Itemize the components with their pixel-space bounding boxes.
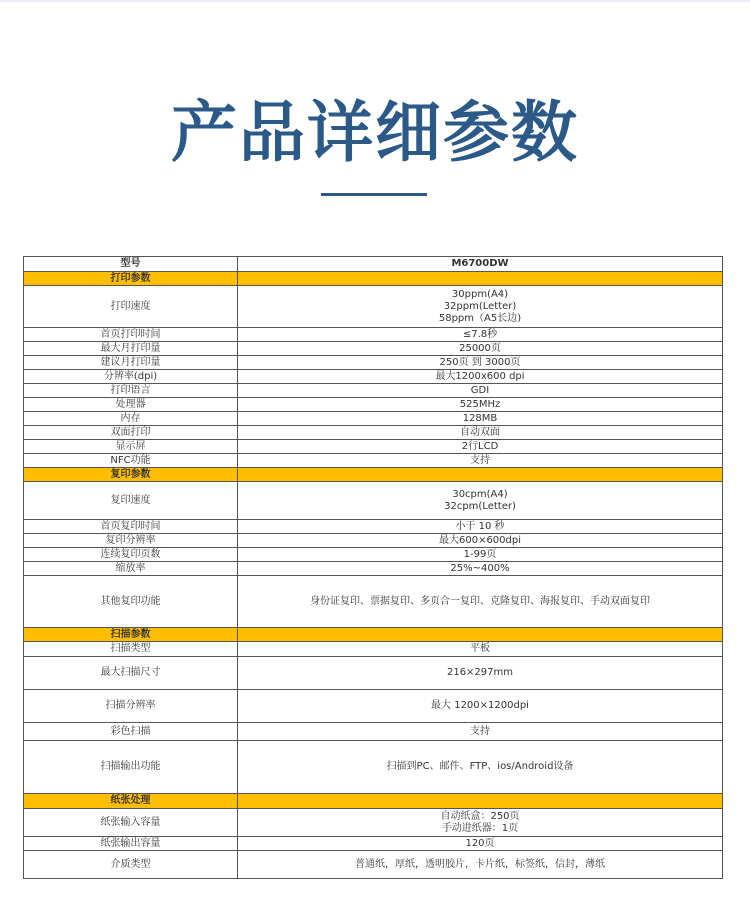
row-value: 30cpm(A4) 32cpm(Letter) (238, 482, 723, 520)
row-value: 最大1200x600 dpi (238, 370, 723, 384)
header-model: M6700DW (238, 257, 723, 272)
row-value: 最大 1200×1200dpi (238, 690, 723, 723)
section-title: 复印参数 (24, 468, 238, 482)
table-row (24, 657, 723, 690)
table-row (24, 454, 723, 468)
row-label: NFC功能 (24, 454, 238, 468)
spec-table (23, 256, 723, 879)
row-label: 复印速度 (24, 482, 238, 520)
table-row (24, 286, 723, 328)
table-row (24, 809, 723, 837)
row-label: 复印分辨率 (24, 534, 238, 548)
row-label: 分辨率(dpi) (24, 370, 238, 384)
row-label: 纸张输入容量 (24, 809, 238, 837)
row-label: 缩放率 (24, 562, 238, 576)
section-title: 扫描参数 (24, 628, 238, 642)
table-row (24, 723, 723, 741)
row-value: 128MB (238, 412, 723, 426)
header-label: 型号 (24, 257, 238, 272)
table-row (24, 534, 723, 548)
row-label: 介质类型 (24, 851, 238, 879)
row-value: 平板 (238, 642, 723, 657)
table-row (24, 520, 723, 534)
table-row (24, 837, 723, 851)
table-row (24, 398, 723, 412)
section-row (24, 272, 723, 286)
row-label: 扫描分辨率 (24, 690, 238, 723)
row-label: 首页复印时间 (24, 520, 238, 534)
row-label: 其他复印功能 (24, 576, 238, 628)
table-row (24, 412, 723, 426)
row-label: 打印语言 (24, 384, 238, 398)
row-label: 最大扫描尺寸 (24, 657, 238, 690)
table-row (24, 482, 723, 520)
table-row (24, 851, 723, 879)
row-label: 建议月打印量 (24, 356, 238, 370)
row-value: ≤7.8秒 (238, 328, 723, 342)
row-label: 彩色扫描 (24, 723, 238, 741)
row-value: 30ppm(A4) 32ppm(Letter) 58ppm（A5长边) (238, 286, 723, 328)
row-value: 25%~400% (238, 562, 723, 576)
row-value: 216×297mm (238, 657, 723, 690)
table-row (24, 384, 723, 398)
row-value: 自动双面 (238, 426, 723, 440)
row-label: 扫描类型 (24, 642, 238, 657)
row-value: 250页 到 3000页 (238, 356, 723, 370)
section-title: 纸张处理 (24, 794, 238, 809)
row-value: 支持 (238, 454, 723, 468)
row-value: 扫描到PC、邮件、FTP、ios/Android设备 (238, 741, 723, 794)
row-value: 525MHz (238, 398, 723, 412)
section-row (24, 628, 723, 642)
row-value: 2行LCD (238, 440, 723, 454)
table-row (24, 690, 723, 723)
top-border (0, 0, 750, 2)
section-title: 打印参数 (24, 272, 238, 286)
page-title: 产品详细参数 (171, 94, 579, 171)
row-label: 连续复印页数 (24, 548, 238, 562)
row-value: 25000页 (238, 342, 723, 356)
row-value: 120页 (238, 837, 723, 851)
table-row (24, 642, 723, 657)
row-label: 扫描输出功能 (24, 741, 238, 794)
table-row (24, 440, 723, 454)
table-row (24, 562, 723, 576)
table-row (24, 576, 723, 628)
table-row (24, 548, 723, 562)
row-label: 最大月打印量 (24, 342, 238, 356)
row-value: 支持 (238, 723, 723, 741)
section-row (24, 468, 723, 482)
row-label: 显示屏 (24, 440, 238, 454)
row-label: 内存 (24, 412, 238, 426)
row-value: 普通纸，厚纸，透明胶片，卡片纸，标签纸，信封，薄纸 (238, 851, 723, 879)
row-label: 纸张输出容量 (24, 837, 238, 851)
row-value: 身份证复印、票据复印、多页合一复印、克隆复印、海报复印、手动双面复印 (238, 576, 723, 628)
table-row (24, 741, 723, 794)
row-value: 自动纸盒：250页 手动进纸器：1页 (238, 809, 723, 837)
row-value: 小于 10 秒 (238, 520, 723, 534)
row-label: 双面打印 (24, 426, 238, 440)
row-label: 首页打印时间 (24, 328, 238, 342)
table-header-row (24, 257, 723, 272)
row-value: GDI (238, 384, 723, 398)
section-row (24, 794, 723, 809)
table-row (24, 328, 723, 342)
row-value: 1-99页 (238, 548, 723, 562)
row-label: 打印速度 (24, 286, 238, 328)
table-row (24, 370, 723, 384)
table-row (24, 342, 723, 356)
table-row (24, 426, 723, 440)
row-value: 最大600×600dpi (238, 534, 723, 548)
table-row (24, 356, 723, 370)
title-underline (321, 193, 427, 196)
row-label: 处理器 (24, 398, 238, 412)
